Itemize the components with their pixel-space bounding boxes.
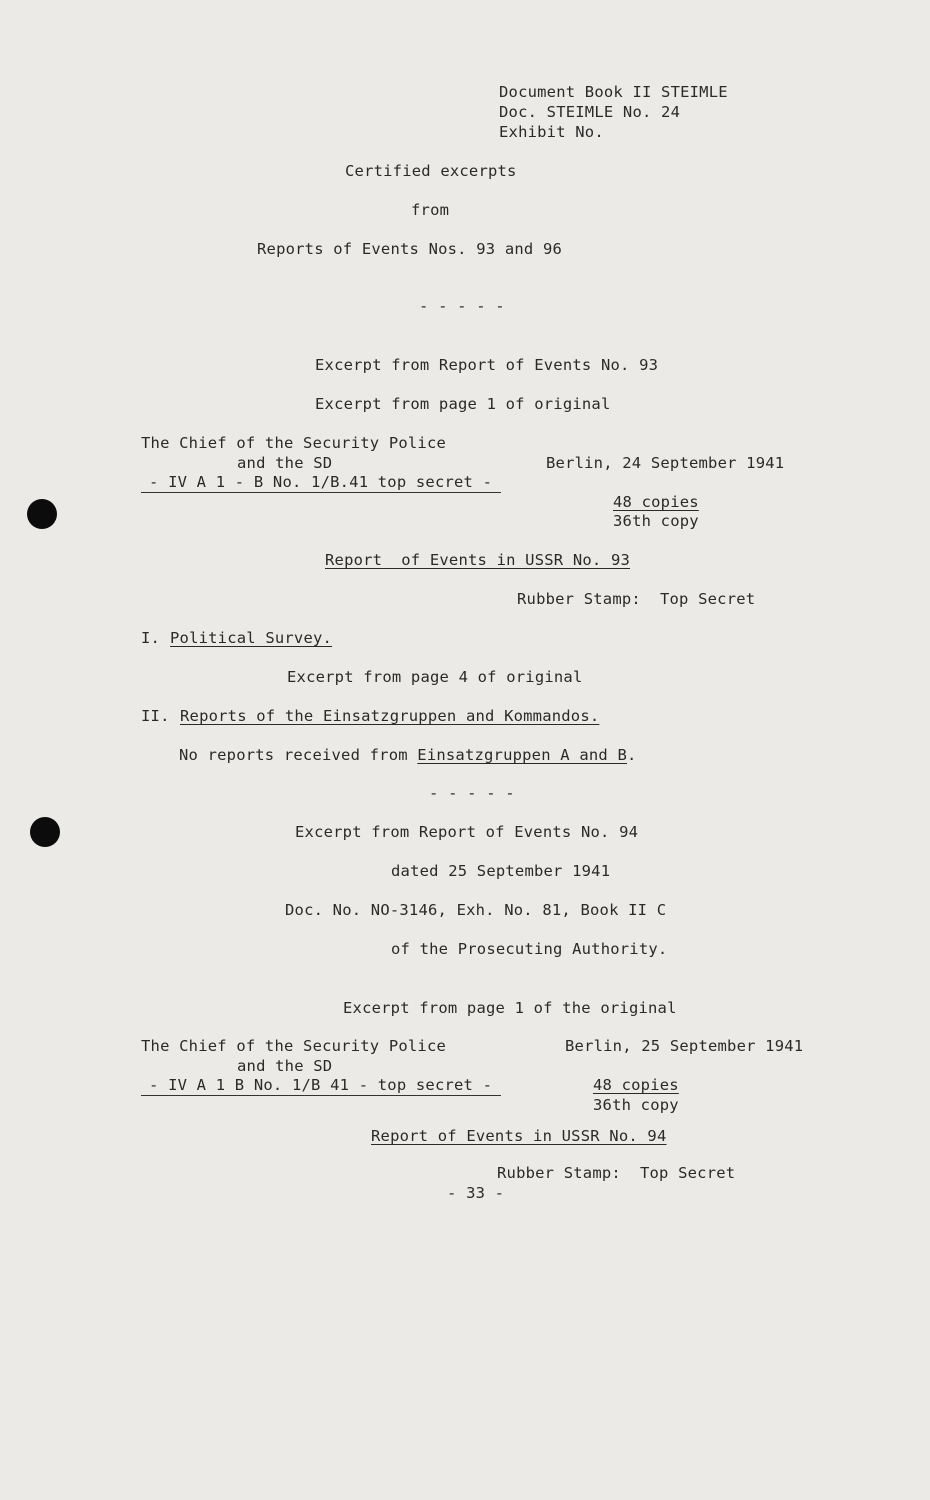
prosecuting-authority: of the Prosecuting Authority. xyxy=(391,940,668,958)
header-doc-number: Doc. STEIMLE No. 24 xyxy=(499,103,681,121)
page-number: - 33 - xyxy=(447,1184,505,1202)
place-date-94: Berlin, 25 September 1941 xyxy=(565,1037,804,1055)
title-reports: Reports of Events Nos. 93 and 96 xyxy=(257,240,563,258)
page-4-ref: Excerpt from page 4 of original xyxy=(287,668,583,686)
section-94-page-ref: Excerpt from page 1 of the original xyxy=(343,999,677,1017)
no-reports-suffix: . xyxy=(627,746,637,764)
no-reports-prefix: No reports received from xyxy=(179,746,418,764)
sender-94-line-2: and the SD xyxy=(237,1057,333,1075)
rubber-stamp-note-94: Rubber Stamp: Top Secret xyxy=(497,1164,736,1182)
section-93-heading: Excerpt from Report of Events No. 93 xyxy=(315,356,659,374)
section-94-dated: dated 25 September 1941 xyxy=(391,862,611,880)
copy-number-94: 36th copy xyxy=(593,1096,679,1114)
place-date: Berlin, 24 September 1941 xyxy=(546,454,785,472)
copies-count-94: 48 copies xyxy=(593,1076,679,1094)
separator-dashes-2: - - - - - xyxy=(429,784,515,802)
item-1-number: I. xyxy=(141,629,161,647)
sender-94-line-1: The Chief of the Security Police xyxy=(141,1037,447,1055)
title-from: from xyxy=(411,201,450,219)
separator-dashes: - - - - - xyxy=(419,297,505,315)
einsatzgruppen-ref: Einsatzgruppen A and B xyxy=(417,746,627,764)
report-title-93: Report of Events in USSR No. 93 xyxy=(325,551,631,569)
title-certified-excerpts: Certified excerpts xyxy=(345,162,517,180)
sender-line-1: The Chief of the Security Police xyxy=(141,434,447,452)
sender-line-3: - IV A 1 - B No. 1/B.41 top secret - xyxy=(149,473,493,491)
sender-94-line-3: - IV A 1 B No. 1/B 41 - top secret - xyxy=(149,1076,493,1094)
sender-94-underline xyxy=(141,1095,501,1096)
copy-number: 36th copy xyxy=(613,512,699,530)
copies-count: 48 copies xyxy=(613,493,699,511)
rubber-stamp-note: Rubber Stamp: Top Secret xyxy=(517,590,756,608)
sender-line-2: and the SD xyxy=(237,454,333,472)
doc-reference: Doc. No. NO-3146, Exh. No. 81, Book II C xyxy=(285,901,667,919)
report-title-94: Report of Events in USSR No. 94 xyxy=(371,1127,667,1145)
header-document-book: Document Book II STEIMLE xyxy=(499,83,728,101)
item-1-text: Political Survey. xyxy=(170,629,333,647)
section-93-page-ref: Excerpt from page 1 of original xyxy=(315,395,611,413)
section-94-heading: Excerpt from Report of Events No. 94 xyxy=(295,823,639,841)
no-reports-line xyxy=(179,745,637,765)
punch-hole-top xyxy=(27,499,57,529)
item-2-text: Reports of the Einsatzgruppen and Kommandos. xyxy=(180,707,600,725)
header-exhibit-number: Exhibit No. xyxy=(499,123,604,141)
sender-underline xyxy=(141,492,501,493)
item-2-number: II. xyxy=(141,707,170,725)
punch-hole-bottom xyxy=(30,817,60,847)
